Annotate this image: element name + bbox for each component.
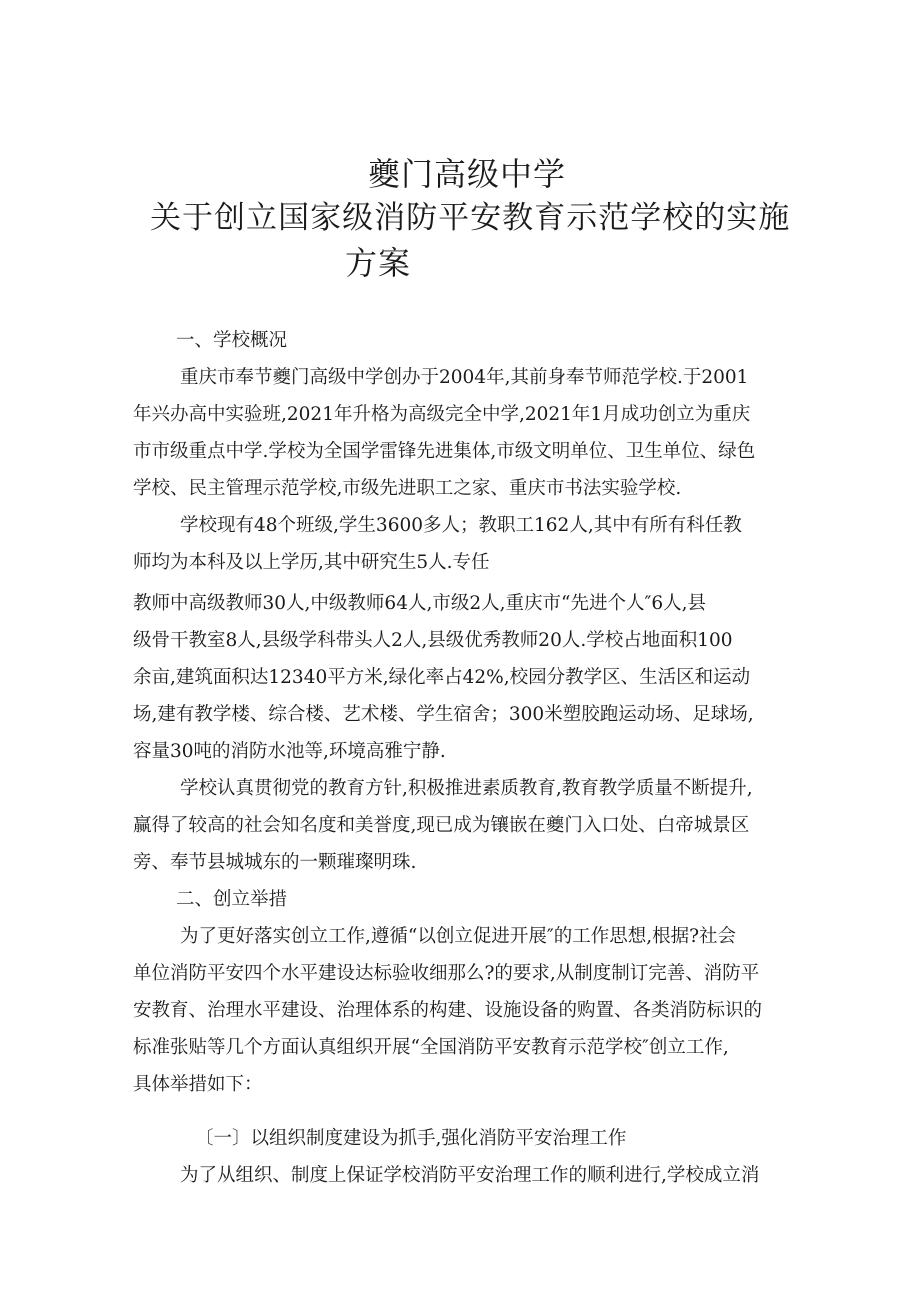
paragraph-line: 年兴办高中实验班,2021年升格为高级完全中学,2021年1月成功创立为重庆 <box>133 404 751 425</box>
section-heading: 一、学校概况 <box>176 330 288 351</box>
section-heading: 二、创立举措 <box>176 889 288 910</box>
paragraph-line: 余亩,建筑面积达12340平方米,绿化率占42%,校园分教学区、生活区和运动 <box>133 667 751 688</box>
paragraph-line: 具体举措如下： <box>133 1074 263 1095</box>
paragraph-line: 市市级重点中学.学校为全国学雷锋先进集体,市级文明单位、卫生单位、绿色 <box>133 441 756 462</box>
paragraph-line: 安教育、治理水平建设、治理体系的构建、设施设备的购置、各类消防标识的 <box>133 1000 763 1021</box>
subsection-heading: 〔一〕以组织制度建设为抓手,强化消防平安治理工作 <box>195 1128 627 1149</box>
document-title: 关于创立国家级消防平安教育示范学校的实施 <box>150 200 791 236</box>
paragraph-line: 教师中高级教师30人,中级教师64人,市级2人,重庆市“先进个人″6人,县 <box>133 593 707 614</box>
school-name-title: 夔门高级中学 <box>368 155 567 193</box>
paragraph-line: 旁、奉节县城城东的一颗璀璨明珠. <box>133 852 417 873</box>
paragraph-line: 学校认真贯彻党的教育方针,积极推进素质教育,教育教学质量不断提升, <box>180 778 753 799</box>
document-title-continued: 方案 <box>345 244 412 282</box>
paragraph-line: 单位消防平安四个水平建设达标验收细那么?的要求,从制度制订完善、消防平 <box>133 963 760 984</box>
paragraph-line: 赢得了较高的社会知名度和美誉度,现已成为镶嵌在夔门入口处、白帝城景区 <box>133 815 750 836</box>
paragraph-line: 为了更好落实创立工作,遵循“以创立促进开展″的工作思想,根据?社会 <box>180 926 737 947</box>
paragraph-line: 容量30吨的消防水池等,环境高雅宁静. <box>133 741 446 762</box>
paragraph-line: 级骨干教室8人,县级学科带头人2人,县级优秀教师20人.学校占地面积100 <box>133 630 733 651</box>
paragraph-line: 师均为本科及以上学历,其中研究生5人.专任 <box>133 552 490 573</box>
paragraph-line: 重庆市奉节夔门高级中学创办于2004年,其前身奉节师范学校.于2001 <box>180 367 749 388</box>
paragraph-line: 学校、民主管理示范学校,市级先进职工之家、重庆市书法实验学校. <box>133 478 682 499</box>
paragraph-line: 学校现有48个班级,学生3600多人；教职工162人,其中有所有科任教 <box>180 515 742 536</box>
paragraph-line: 场,建有教学楼、综合楼、艺术楼、学生宿舍；300米塑胶跑运动场、足球场, <box>133 704 754 725</box>
paragraph-line: 为了从组织、制度上保证学校消防平安治理工作的顺利进行,学校成立消 <box>180 1165 760 1186</box>
paragraph-line: 标准张贴等几个方面认真组织开展“全国消防平安教育示范学校″创立工作, <box>133 1037 729 1058</box>
